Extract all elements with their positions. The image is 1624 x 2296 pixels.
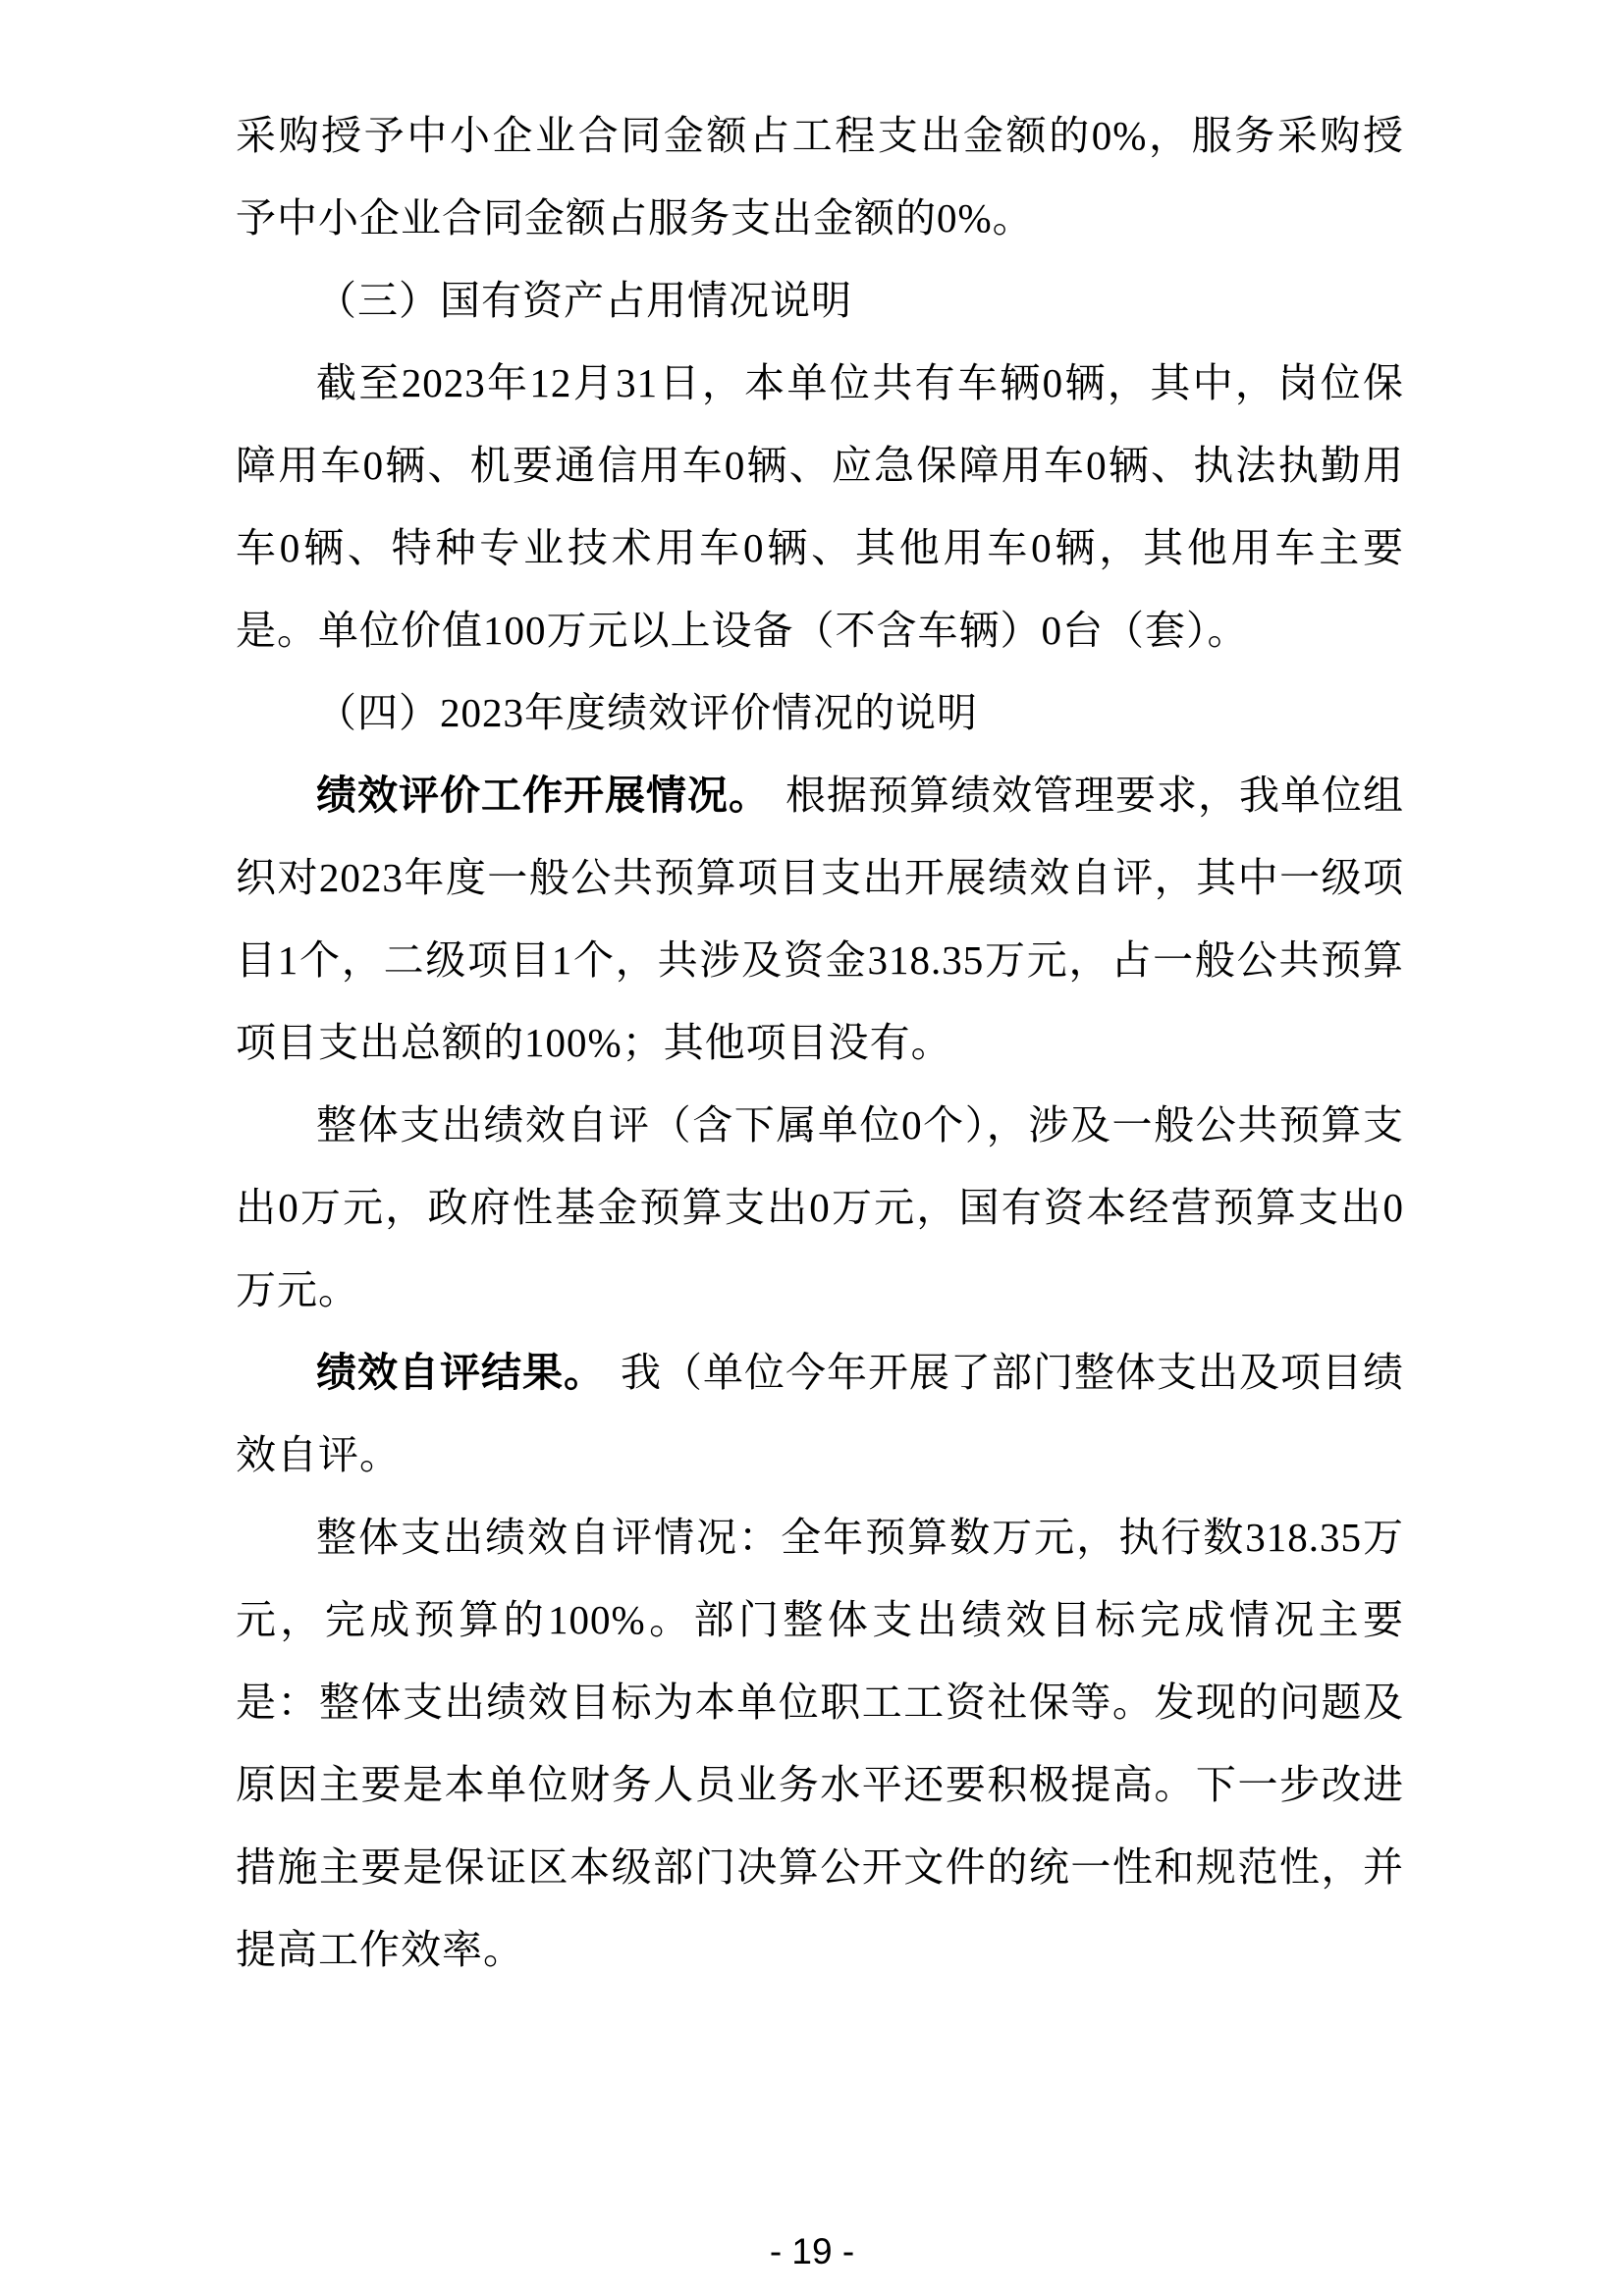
paragraph-text: 根据预算绩效管理要求，我单位组织对2023年度一般公共预算项目支出开展绩效自评，其中一级项目1个，二级项目1个，共涉及资金318.35万元，占一般公共预算项目支出总额的100%；其他项目没有。 xyxy=(236,773,1404,1065)
paragraph-overall-expenditure-self-eval xyxy=(236,1084,1404,1331)
paragraph-text: 整体支出绩效自评情况：全年预算数万元，执行数318.35万元，完成预算的100%。部门整体支出绩效目标完成情况主要是：整体支出绩效目标为本单位职工工资社保等。发现的问题及原因主要是本单位财务人员业务水平还要积极提高。下一步改进措施主要是保证区本级部门决算公开文件的统一性和规范性，并提高工作效率。 xyxy=(236,1515,1404,1972)
paragraph-text: 采购授予中小企业合同金额占工程支出金额的0%，服务采购授予中小企业合同金额占服务支出金额的0%。 xyxy=(236,113,1404,240)
page-footer xyxy=(0,2231,1624,2272)
paragraph-text: 截至2023年12月31日，本单位共有车辆0辆，其中，岗位保障用车0辆、机要通信用车0辆、应急保障用车0辆、执法执勤用车0辆、特种专业技术用车0辆、其他用车0辆，其他用车主要是。单位价值100万元以上设备（不含车辆）0台（套）。 xyxy=(236,360,1404,653)
heading-text: （三）国有资产占用情况说明 xyxy=(316,278,852,323)
document-body xyxy=(236,94,1404,1991)
paragraph-bold-lead: 绩效自评结果。 xyxy=(316,1350,605,1395)
section-heading-performance-evaluation xyxy=(236,671,1404,754)
paragraph-self-eval-detail xyxy=(236,1496,1404,1991)
paragraph-procurement-smes-continued xyxy=(236,94,1404,259)
heading-text: （四）2023年度绩效评价情况的说明 xyxy=(316,690,978,735)
page-number: - 19 - xyxy=(769,2231,855,2271)
paragraph-performance-work xyxy=(236,754,1404,1084)
paragraph-self-eval-result xyxy=(236,1331,1404,1496)
paragraph-text: 整体支出绩效自评（含下属单位0个），涉及一般公共预算支出0万元，政府性基金预算支出0万元，国有资本经营预算支出0万元。 xyxy=(236,1102,1404,1312)
paragraph-vehicles-equipment xyxy=(236,342,1404,671)
paragraph-bold-lead: 绩效评价工作开展情况。 xyxy=(316,773,770,818)
paragraph-text: 我（单位今年开展了部门整体支出及项目绩效自评。 xyxy=(236,1350,1404,1477)
section-heading-state-assets xyxy=(236,259,1404,342)
